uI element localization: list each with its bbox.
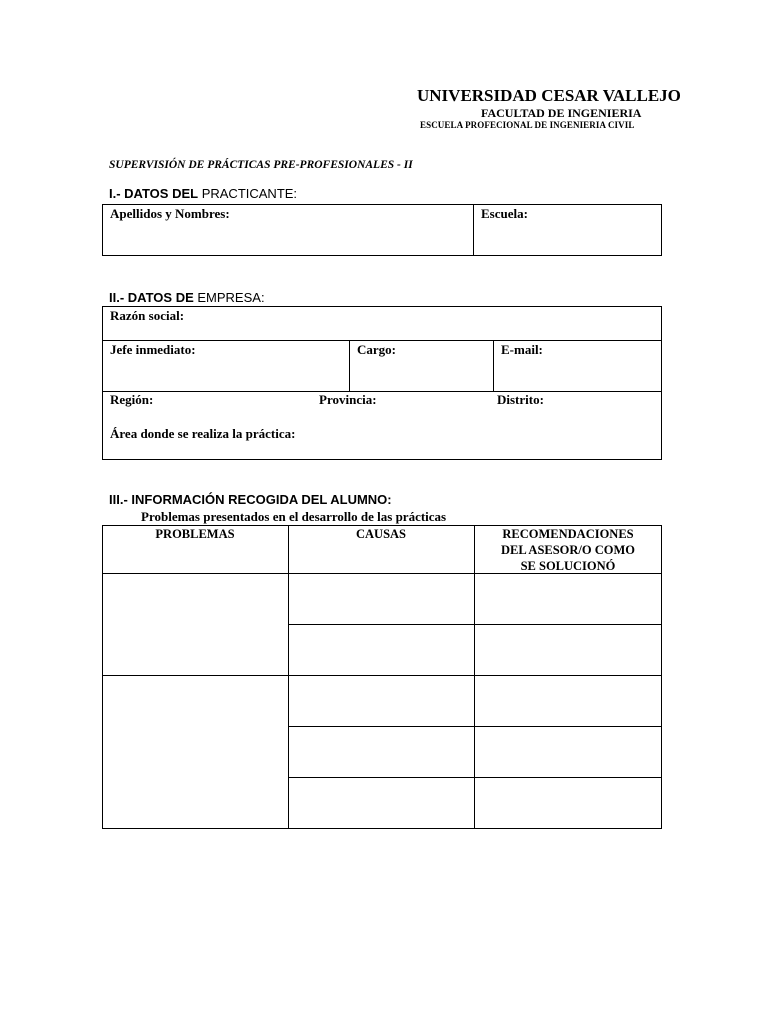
section1-heading-bold: I.- DATOS DEL [109,186,199,201]
divider [102,675,662,676]
column-header-problems: PROBLEMAS [155,527,235,541]
section2-heading [109,290,265,305]
section1-heading [109,186,297,201]
district-label: Distrito: [497,392,544,407]
faculty-name: FACULTAD DE INGENIERIA [481,106,642,120]
divider [102,391,662,392]
divider [473,204,474,256]
university-name: UNIVERSIDAD CESAR VALLEJO [417,86,681,105]
school-field-label: Escuela: [481,206,528,221]
section1-heading-light: PRACTICANTE: [201,186,298,201]
section3-subheading: Problemas presentados en el desarrollo de las prácticas [141,509,447,524]
divider [288,726,662,727]
divider [288,777,662,778]
divider [288,525,289,829]
email-label: E-mail: [501,342,543,357]
section2-heading-light: EMPRESA: [197,290,265,305]
province-label: Provincia: [319,392,377,407]
column-header-causes: CAUSAS [355,527,406,541]
divider [102,340,662,341]
business-name-label: Razón social: [110,308,185,323]
document-title: SUPERVISIÓN DE PRÁCTICAS PRE-PROFESIONALES - II [109,159,413,171]
names-field-label: Apellidos y Nombres: [110,206,230,221]
section3-heading: III.- INFORMACIÓN RECOGIDA DEL ALUMNO: [109,492,392,507]
region-label: Región: [110,392,154,407]
practice-area-label: Área donde se realiza la práctica: [110,426,296,441]
section2-heading-bold: II.- DATOS DE [109,290,194,305]
boss-label: Jefe inmediato: [110,342,196,357]
position-label: Cargo: [357,342,396,357]
divider [288,624,662,625]
divider [349,340,350,391]
school-name: ESCUELA PROFECIONAL DE INGENIERIA CIVIL [420,120,635,130]
column-header-recommendations: RECOMENDACIONES DEL ASESOR/O COMO SE SOLUCIONÓ [500,527,636,573]
divider [493,340,494,391]
